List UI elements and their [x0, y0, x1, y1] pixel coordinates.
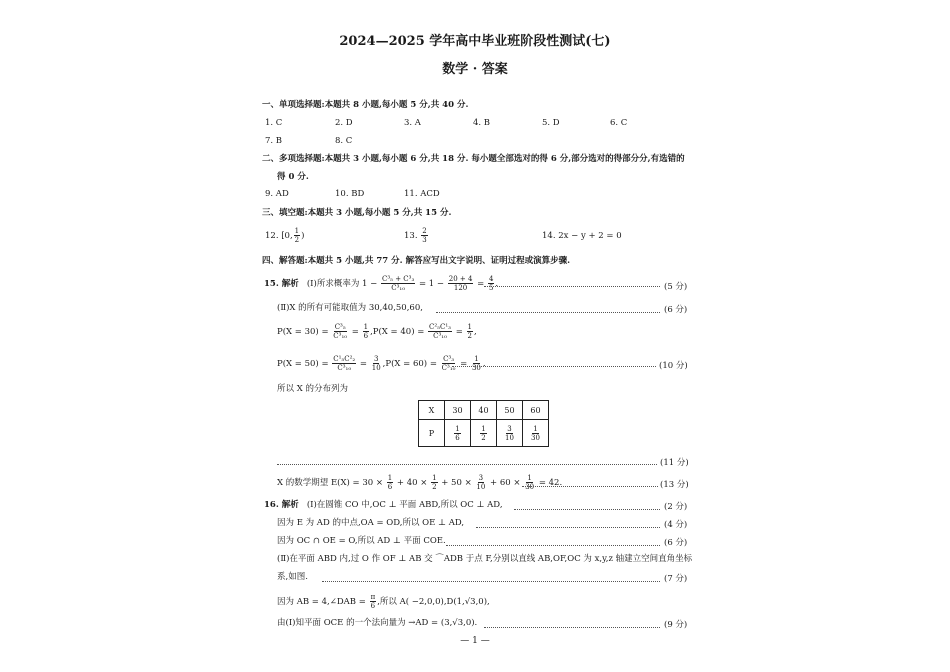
table-cell: 60: [523, 401, 549, 420]
page-title: 2024—2025 学年高中毕业班阶段性测试(七): [339, 34, 611, 49]
q16-line6: 因为 AB = 4,∠DAB = $\frac{\pi}{6}$ ,所以 A( −2,0,0),D(1,√3,0),: [277, 593, 490, 610]
answer-11: 11. ACD: [404, 189, 440, 199]
q15-line1: 15. 解析 (Ⅰ)所求概率为 1 − $\frac{\text{C³₅ + C³₃}}{\text{C³₁₀}}$ = 1 − $\frac{20 + 4}{120}$ = $\frac{4}{5}$ .: [264, 275, 499, 292]
q15-line4: P(X = 50) = $\frac{\text{C¹₅C²₂}}{\text{C³₁₀}}$ = $\frac{3}{10}$ ,P(X = 60) = $\frac{\text{C³₃}}{\text{C³₁₀}}$ = $\frac{1}{30}$ .: [277, 355, 486, 372]
q16-line2: 因为 E 为 AD 的中点,OA = OD,所以 OE ⊥ AD,: [277, 518, 465, 528]
q15-line5: 所以 X 的分布列为: [277, 384, 348, 394]
table-cell: $\frac{1}{30}$: [523, 420, 549, 447]
q16-line5-leader: [322, 581, 660, 582]
answer-5: 5. D: [542, 118, 560, 128]
q16-score-6: (6 分): [664, 538, 688, 548]
answer-4: 4. B: [473, 118, 491, 128]
q16-score-9: (9 分): [664, 620, 688, 630]
q16-line1-leader: [514, 509, 660, 510]
section3-header: 三、填空题:本题共 3 小题,每小题 5 分,共 15 分.: [262, 208, 452, 218]
table-cell: $\frac{1}{2}$: [471, 420, 497, 447]
table-cell: 50: [497, 401, 523, 420]
page-number: — 1 —: [460, 636, 490, 646]
q16-line2-leader: [476, 527, 660, 528]
section4-header: 四、解答题:本题共 5 小题,共 77 分. 解答应写出文字说明、证明过程或演算步骤.: [262, 256, 571, 266]
distribution-table: [418, 400, 549, 447]
table-cell: 30: [445, 401, 471, 420]
table-row: [419, 401, 549, 420]
answer-2: 2. D: [335, 118, 353, 128]
section2-header-cont: 得 0 分.: [277, 172, 309, 182]
q15-score-13: (13 分): [660, 480, 689, 490]
table-cell: P: [419, 420, 445, 447]
answer-13: 13. $\frac{2}{3}$: [404, 227, 427, 244]
q15-line1-leader: [484, 286, 660, 287]
q15-line7: X 的数学期望 E(X) = 30 × $\frac{1}{6}$ + 40 × $\frac{1}{2}$ + 50 × $\frac{3}{10}$ + 60 × $\frac{1}{30}$ = 42.: [277, 474, 563, 491]
q15-score-10: (10 分): [659, 361, 688, 371]
answer-7: 7. B: [265, 136, 283, 146]
section2-header: 二、多项选择题:本题共 3 小题,每小题 6 分,共 18 分. 每小题全部选对的得 6 分,部分选对的得部分分,有选错的: [262, 154, 685, 164]
q15-score-11: (11 分): [660, 458, 689, 468]
q15-score-6: (6 分): [664, 305, 688, 315]
answer-10: 10. BD: [335, 189, 365, 199]
answer-1: 1. C: [265, 118, 283, 128]
table-cell: $\frac{1}{6}$: [445, 420, 471, 447]
answer-8: 8. C: [335, 136, 353, 146]
q15-line3: P(X = 30) = $\frac{\text{C³₅}}{\text{C³₁₀}}$ = $\frac{1}{6}$ ,P(X = 40) = $\frac{\text{C²₅C¹₃}}{\text{C³₁₀}}$ = $\frac{1}{2}$ ,: [277, 323, 477, 340]
q15-line7-leader: [522, 486, 658, 487]
answer-3: 3. A: [404, 118, 421, 128]
answer-12: 12. [0, $\frac{1}{2}$ ): [265, 227, 305, 244]
table-row: [419, 420, 549, 447]
q16-line7: 由(Ⅰ)知平面 OCE 的一个法向量为 →AD = (3,√3,0).: [277, 618, 478, 628]
q16-score-2: (2 分): [664, 502, 688, 512]
answer-9: 9. AD: [265, 189, 289, 199]
q16-score-4: (4 分): [664, 520, 688, 530]
page-subtitle: 数学 · 答案: [442, 62, 508, 77]
table-cell: $\frac{3}{10}$: [497, 420, 523, 447]
q16-line1: 16. 解析 (Ⅰ)在圆锥 CO 中,OC ⊥ 平面 ABD,所以 OC ⊥ AD,: [264, 500, 503, 510]
q16-line3: 因为 OC ∩ OE = O,所以 AD ⊥ 平面 COE.: [277, 536, 446, 546]
answer-14: 14. 2x − y + 2 = 0: [542, 231, 622, 241]
q16-line7-leader: [484, 627, 660, 628]
q15-line6-leader: [277, 464, 657, 465]
q16-line5: 系,如图.: [277, 572, 308, 582]
q16-score-7: (7 分): [664, 574, 688, 584]
q15-line2-leader: [436, 312, 660, 313]
q16-line4: (Ⅱ)在平面 ABD 内,过 O 作 OF ⊥ AB 交 ⌒ADB 于点 F,分别以直线 AB,OF,OC 为 x,y,z 轴建立空间直角坐标: [277, 554, 693, 564]
answer-6: 6. C: [610, 118, 628, 128]
q16-line3-leader: [446, 545, 660, 546]
table-cell: X: [419, 401, 445, 420]
section1-header: 一、单项选择题:本题共 8 小题,每小题 5 分,共 40 分.: [262, 100, 469, 110]
q15-line2: (Ⅱ)X 的所有可能取值为 30,40,50,60,: [277, 303, 423, 313]
q15-line4-leader: [452, 366, 656, 367]
table-cell: 40: [471, 401, 497, 420]
q15-score-5: (5 分): [664, 282, 688, 292]
